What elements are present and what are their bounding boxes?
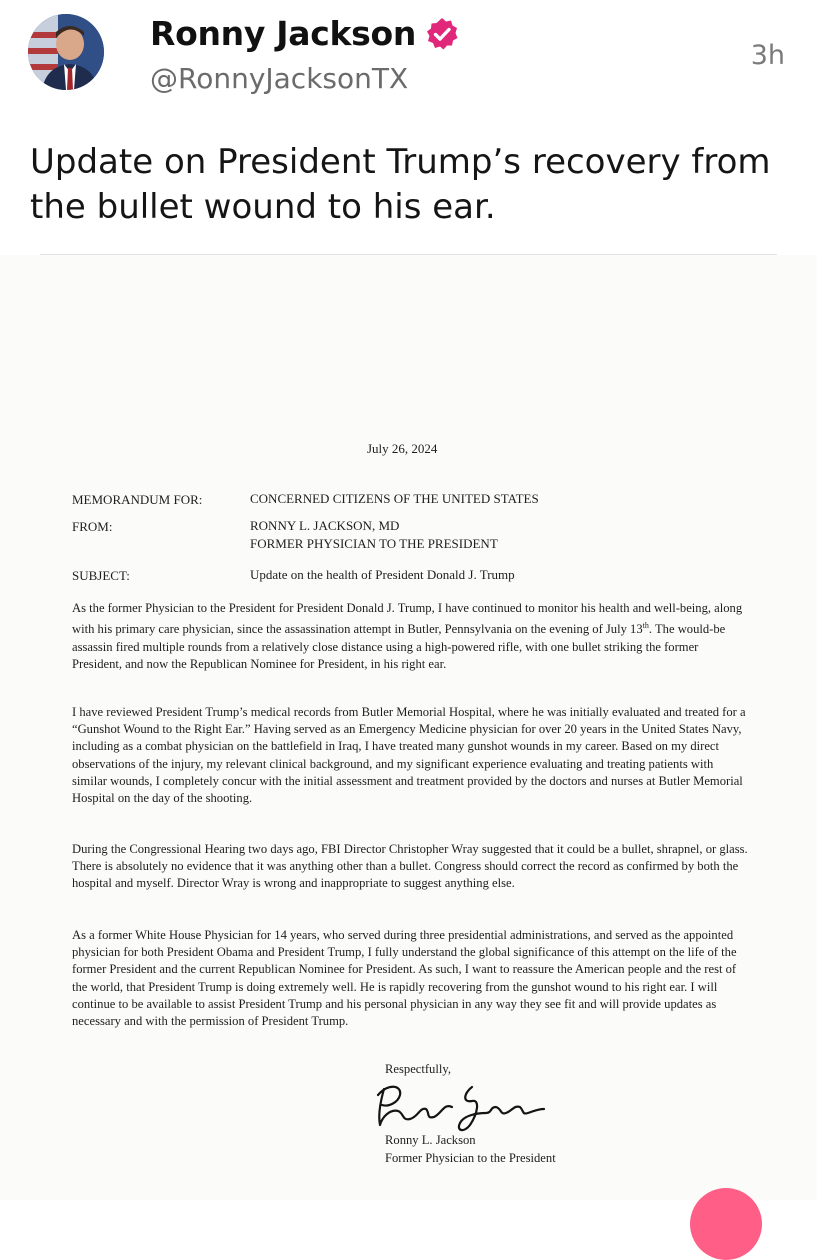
author-row (150, 14, 460, 53)
paragraph-1-superscript: th (642, 621, 649, 631)
verified-badge-icon (424, 16, 460, 52)
memo-paragraph-2: I have reviewed President Trump’s medical records from Butler Memorial Hospital, where he was initially evaluated and treated for a “Gunshot Wound to the Right Ear.” Having served as an Emergency Medicine physician for over 20 years in the United States Navy, including as a combat physician on the battlefield in Iraq, I have treated many gunshot wounds in my career. Based on my direct observations of the injury, my relevant clinical background, and my significant experience evaluating and treating patients with similar wounds, I completely concur with the initial assessment and treatment provided by the doctors and nurses at Butler Memorial Hospital on the day of the shooting. (72, 705, 746, 806)
memo-paragraph-1 (72, 600, 748, 673)
post-time: 3h (750, 40, 785, 71)
signer-name: Ronny L. Jackson (385, 1133, 476, 1147)
signature (368, 1073, 548, 1141)
memo-date: July 26, 2024 (367, 441, 438, 456)
paragraph-1-part-a: As the former Physician to the President for President Donald J. Trump, I have continued to monitor his health and well-being, along with his primary care physician, since the assassination attempt in Butler, Pennsylvania on the evening of July 13 (72, 601, 743, 637)
memo-closing: Respectfully, (385, 1062, 451, 1076)
signer-title: Former Physician to the President (385, 1151, 556, 1165)
subject-label: SUBJECT: (72, 568, 130, 583)
memo-for-value: CONCERNED CITIZENS OF THE UNITED STATES (250, 491, 539, 506)
author-name[interactable]: Ronny Jackson (150, 14, 417, 53)
avatar-photo (28, 14, 104, 90)
memo-for-label: MEMORANDUM FOR: (72, 492, 203, 507)
from-line-1: RONNY L. JACKSON, MD (250, 518, 400, 533)
subject-value: Update on the health of President Donald J. Trump (250, 567, 515, 582)
from-label: FROM: (72, 519, 113, 534)
floating-action-button[interactable] (690, 1188, 762, 1260)
paragraph-1-part-b: . The would-be assassin fired multiple rounds from a relatively close distance using a high-powered rifle, with one bullet striking the former President, and now the Republican Nominee for President, in his right ear. (72, 622, 726, 671)
memo-paragraph-4: As a former White House Physician for 14 years, who served during three presidential administrations, and served as the appointed physician for both President Obama and President Trump, I fully understand the global significance of this attempt on the life of the former President and the current Republican Nominee for President. As such, I want to reassure the American people and the rest of the world, that President Trump is doing extremely well. He is rapidly recovering from the gunshot wound to his right ear. I will continue to be available to assist President Trump and his personal physician in any way they see fit and will provide updates as necessary and with the permission of President Trump. (72, 928, 737, 1029)
avatar[interactable] (28, 14, 104, 90)
post-text: Update on President Trump’s recovery from the bullet wound to his ear. (30, 142, 771, 227)
from-line-2: FORMER PHYSICIAN TO THE PRESIDENT (250, 536, 498, 551)
author-handle[interactable]: @RonnyJacksonTX (150, 62, 409, 95)
memo-image[interactable] (0, 255, 817, 1200)
memo-paragraph-3: During the Congressional Hearing two days ago, FBI Director Christopher Wray suggested that it could be a bullet, shrapnel, or glass. There is absolutely no evidence that it was anything other than a bullet. Congress should correct the record as confirmed by both the hospital and myself. Director Wray is wrong and inappropriate to suggest anything else. (72, 842, 748, 891)
